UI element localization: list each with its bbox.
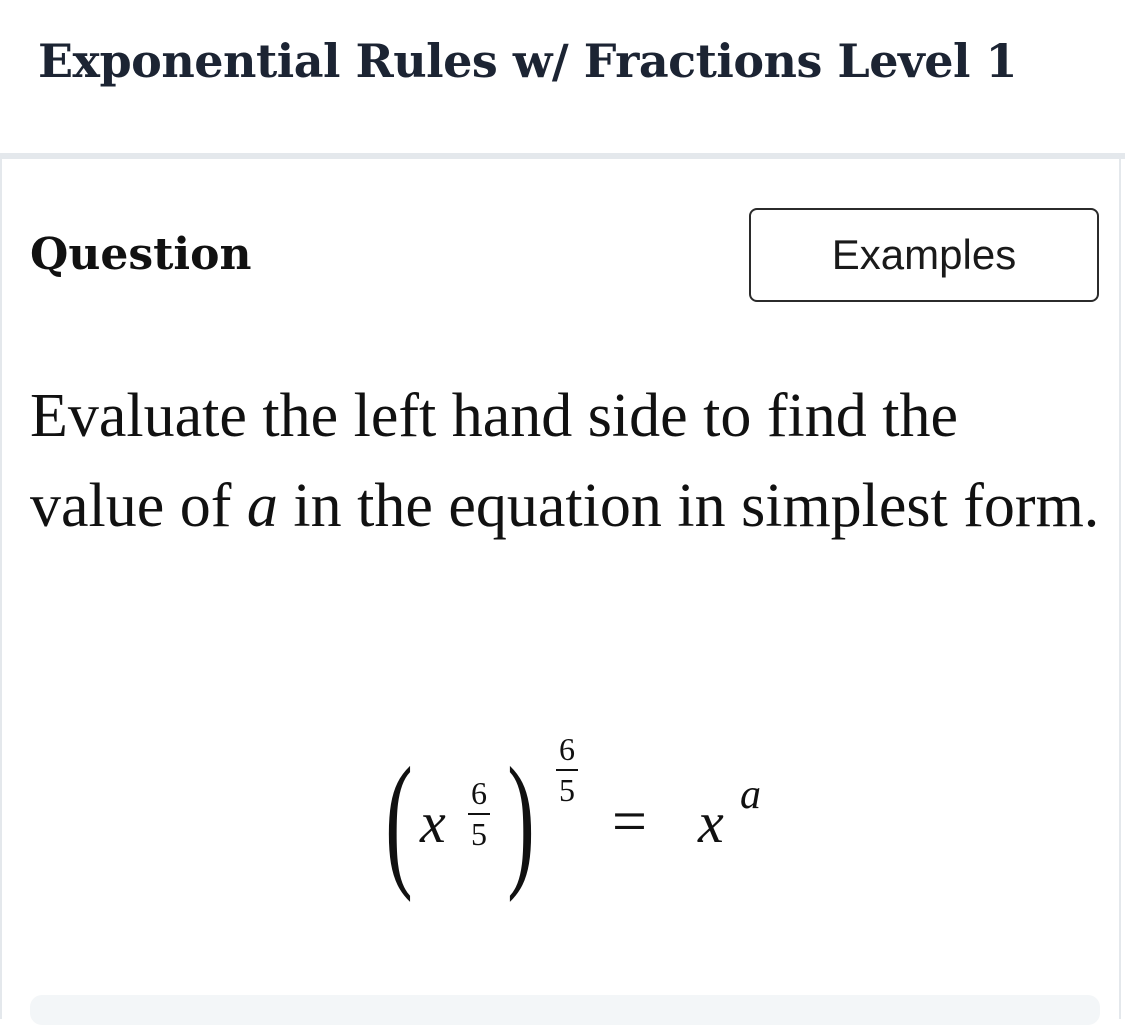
result-exponent: a [740, 772, 761, 818]
close-paren: ) [507, 737, 535, 903]
page-title: Exponential Rules w/ Fractions Level 1 [38, 34, 1018, 88]
question-label: Question [30, 229, 252, 280]
outer-fraction-bar [556, 769, 578, 771]
equation [372, 719, 792, 919]
examples-button[interactable]: Examples [749, 208, 1099, 302]
question-card [0, 159, 1121, 1019]
prompt-variable: a [246, 472, 278, 540]
inner-exponent [468, 777, 490, 850]
question-prompt [30, 371, 1100, 551]
outer-exponent [556, 733, 578, 806]
page-header [0, 0, 1125, 154]
equation-base-right: x [698, 790, 724, 855]
equation-base-left: x [420, 790, 446, 855]
answer-area-edge [30, 995, 1100, 1025]
inner-exponent-numerator: 6 [471, 775, 487, 811]
prompt-text-end: in the equation in simplest form. [277, 472, 1100, 540]
outer-exponent-denominator: 5 [559, 772, 575, 808]
open-paren: ( [385, 737, 413, 903]
prompt-text-start: Evaluate the left hand side to find the value of [30, 382, 958, 540]
equals-sign: = [612, 788, 647, 856]
outer-exponent-numerator: 6 [559, 731, 575, 767]
inner-fraction-bar [468, 813, 490, 815]
inner-exponent-denominator: 5 [471, 816, 487, 852]
